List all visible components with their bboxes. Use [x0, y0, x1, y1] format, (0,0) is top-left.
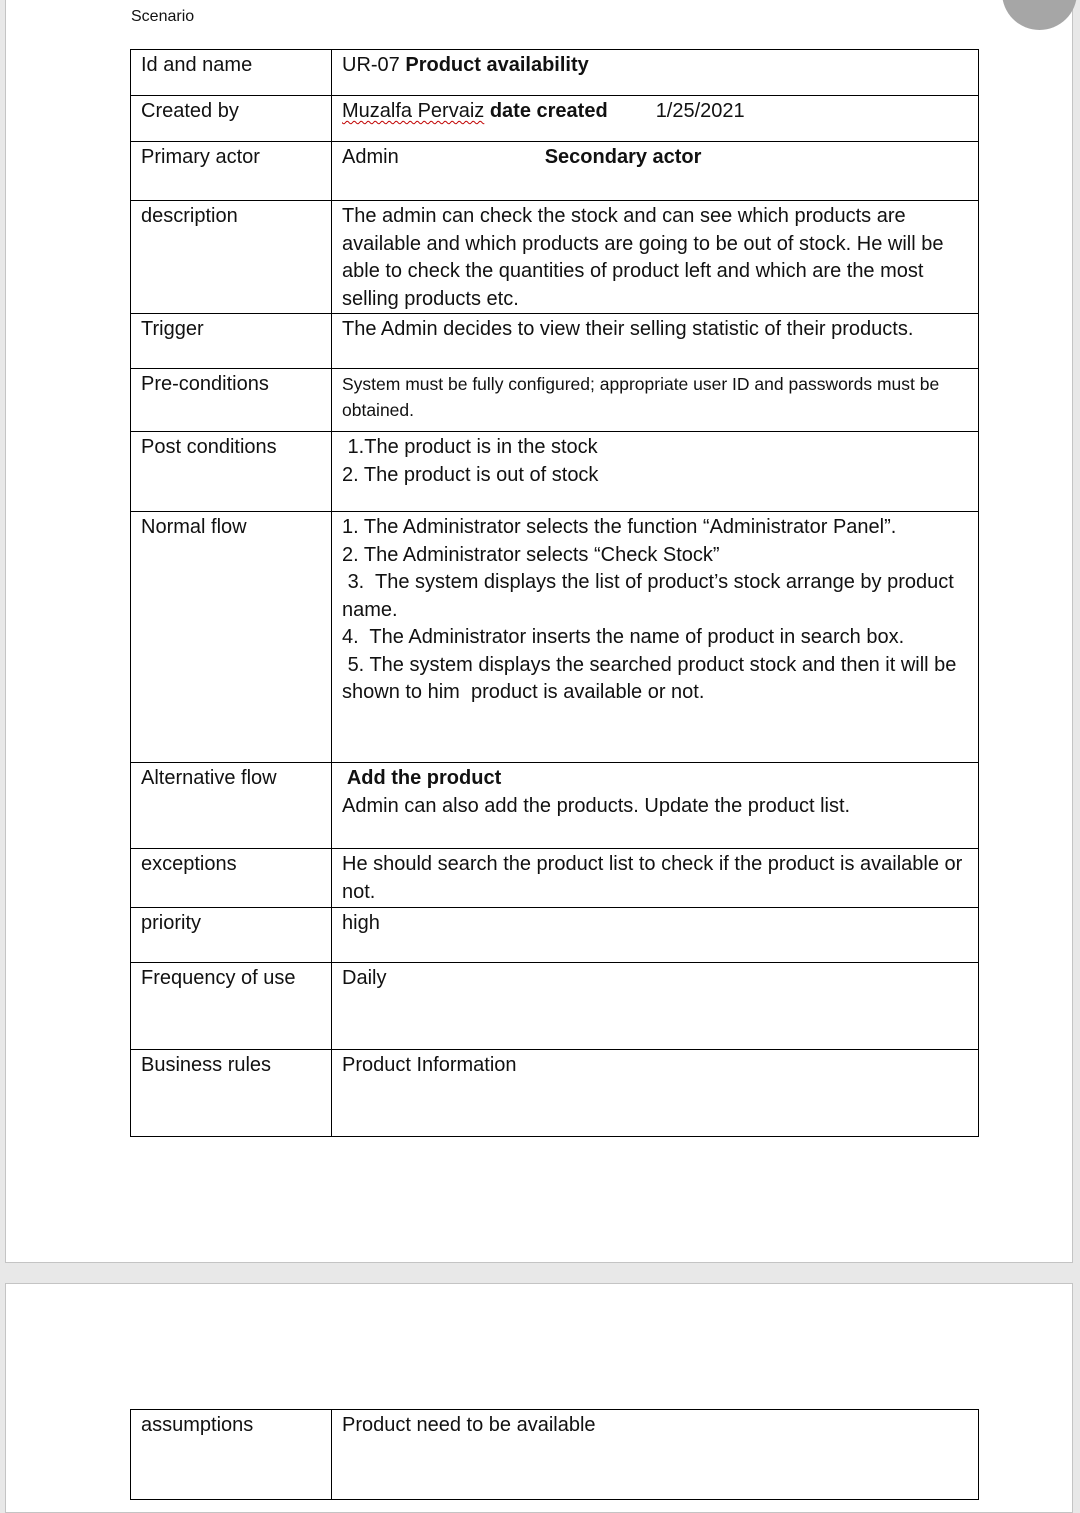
- flow-step: 5. The system displays the searched product stock and then it will be shown to him product is available or not.: [342, 653, 962, 703]
- use-case-table: [130, 49, 979, 1137]
- value-preconditions: System must be fully configured; appropriate user ID and passwords must be obtained.: [332, 369, 979, 432]
- row-normal-flow: [131, 512, 979, 763]
- row-business-rules: [131, 1050, 979, 1137]
- secondary-actor-label: Secondary actor: [544, 146, 702, 168]
- alternative-flow-text: Admin can also add the products. Update the product list.: [342, 794, 851, 817]
- label-business-rules: Business rules: [131, 1050, 332, 1137]
- value-normal-flow: [332, 512, 979, 763]
- scroll-indicator[interactable]: [1002, 0, 1077, 30]
- label-primary-actor: Primary actor: [131, 142, 332, 201]
- primary-actor-value: Admin: [342, 146, 399, 168]
- value-trigger: The Admin decides to view their selling statistic of their products.: [332, 314, 979, 369]
- row-frequency: [131, 963, 979, 1050]
- label-id-name: Id and name: [131, 50, 332, 96]
- label-postconditions: Post conditions: [131, 432, 332, 512]
- document-page-2: [5, 1283, 1073, 1513]
- row-id-name: [131, 50, 979, 96]
- flow-step: 2. The Administrator selects “Check Stock”: [342, 543, 720, 566]
- row-alternative-flow: [131, 763, 979, 849]
- row-created-by: [131, 96, 979, 142]
- label-exceptions: exceptions: [131, 849, 332, 908]
- value-assumptions: Product need to be available: [332, 1410, 979, 1500]
- value-exceptions: He should search the product list to check if the product is available or not.: [332, 849, 979, 908]
- date-created-value: 1/25/2021: [655, 100, 745, 122]
- label-trigger: Trigger: [131, 314, 332, 369]
- alternative-flow-title: Add the product: [342, 767, 502, 789]
- scenario-heading: Scenario: [131, 8, 195, 25]
- label-assumptions: assumptions: [131, 1410, 332, 1500]
- label-preconditions: Pre-conditions: [131, 369, 332, 432]
- postcondition-item: 1.The product is in the stock: [342, 436, 598, 458]
- row-trigger: [131, 314, 979, 369]
- value-postconditions: [332, 432, 979, 512]
- postcondition-item: 2. The product is out of stock: [342, 463, 599, 486]
- label-normal-flow: Normal flow: [131, 512, 332, 763]
- row-preconditions: [131, 369, 979, 432]
- value-created-by: [332, 96, 979, 142]
- date-created-label: date created: [489, 100, 608, 122]
- value-description: The admin can check the stock and can see which products are available and which products are going to be out of stock. He will be able to check the quantities of product left and which are the most selling products etc.: [332, 201, 979, 314]
- use-case-name: Product availability: [405, 54, 589, 76]
- document-page-1: [5, 0, 1073, 1263]
- value-business-rules: Product Information: [332, 1050, 979, 1137]
- row-assumptions: [131, 1410, 979, 1500]
- label-description: description: [131, 201, 332, 314]
- value-priority: high: [332, 908, 979, 963]
- value-id-name: [332, 50, 979, 96]
- flow-step: 3. The system displays the list of product’s stock arrange by product name.: [342, 571, 960, 621]
- label-alternative-flow: Alternative flow: [131, 763, 332, 849]
- row-priority: [131, 908, 979, 963]
- row-postconditions: [131, 432, 979, 512]
- label-priority: priority: [131, 908, 332, 963]
- use-case-table-continued: [130, 1409, 979, 1500]
- label-frequency: Frequency of use: [131, 963, 332, 1050]
- flow-step: 4. The Administrator inserts the name of product in search box.: [342, 626, 905, 648]
- use-case-code: UR-07: [342, 54, 400, 76]
- author-name: Muzalfa Pervaiz: [342, 100, 485, 122]
- label-created-by: Created by: [131, 96, 332, 142]
- row-exceptions: [131, 849, 979, 908]
- row-description: [131, 201, 979, 314]
- value-primary-actor: [332, 142, 979, 201]
- value-frequency: Daily: [332, 963, 979, 1050]
- value-alternative-flow: [332, 763, 979, 849]
- flow-step: 1. The Administrator selects the function “Administrator Panel”.: [342, 516, 897, 538]
- row-primary-actor: [131, 142, 979, 201]
